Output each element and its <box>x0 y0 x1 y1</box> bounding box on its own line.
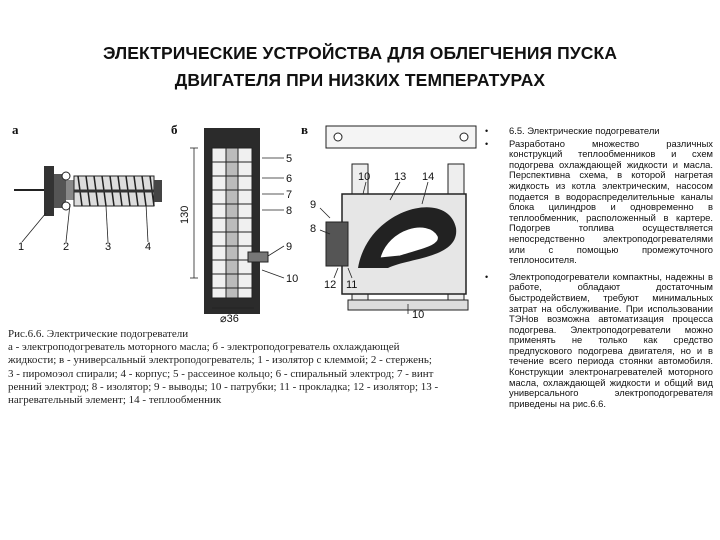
coolant-heater-drawing <box>179 128 298 325</box>
bullet-paragraph-1: • Разработано множество различных конструкций теплообменников и схем подогрева охлаждающей жидкости и масла. Перспективна схема, в которой нагретая жидкость из котла электрическим, насосом подается в водораспределительные каналы блока цилиндров и одновременно в теплообменник, расположенный в картере. Подогрев топлива осуществляется непосредственно электроподогревателями или с помощью промежуточного теплоносителя. <box>483 139 713 266</box>
label-a-3: 3 <box>105 241 112 253</box>
bullet-paragraph-2: • Электроподогреватели компактны, надежны в работе, обладают достаточным быстродействием, требуют минимальных затрат на обслуживание. При использовании ТЭНов возможна автоматизация процесса подогрева. Электроподогреватели можно применять не только как средство предпускового подогрева двигателя, но и в течение всего периода стоянки автомобиля. Конструкции электронагревателей моторного масла, охлаждающей жидкости и общий вид универсального электроподогревателя приведены на рис.6.6. <box>483 272 713 410</box>
panel-b-letter: б <box>171 122 178 137</box>
label-b-5: 5 <box>286 153 293 165</box>
dim-diameter: ⌀36 <box>220 313 239 325</box>
label-v-14: 14 <box>422 171 435 183</box>
caption-line-3: жидкости; в - универсальный электроподогреватель; 1 - изолятор с клеммой; 2 - стержень; <box>8 354 432 367</box>
caption-line-4: 3 - пиромоэол спирали; 4 - корпус; 5 - рассеиное кольцо; 6 - спиральный электрод; 7 - винт <box>8 367 434 380</box>
label-a-4: 4 <box>145 241 152 253</box>
bullet-list <box>483 126 713 411</box>
oil-heater-drawing <box>14 166 162 253</box>
panel-a-letter: а <box>12 122 19 137</box>
label-b-8: 8 <box>286 205 293 217</box>
dim-height: 130 <box>179 205 191 224</box>
label-v-10: 10 <box>358 171 371 183</box>
bullet-heading: • 6.5. Электрические подогреватели <box>483 126 713 137</box>
label-v-13: 13 <box>394 171 407 183</box>
title-line-1: ЭЛЕКТРИЧЕСКИЕ УСТРОЙСТВА ДЛЯ ОБЛЕГЧЕНИЯ ПУСКА <box>102 43 618 63</box>
slide-title <box>40 40 680 94</box>
label-b-6: 6 <box>286 173 293 185</box>
label-b-10: 10 <box>286 273 299 285</box>
label-a-1: 1 <box>18 241 25 253</box>
label-v-12: 12 <box>324 279 337 291</box>
universal-heater-drawing <box>310 126 476 321</box>
caption-line-1: Рис.6.6. Электрические подогреватели <box>8 328 189 340</box>
label-v-10-bottom: 10 <box>412 309 425 321</box>
figure-caption <box>8 326 478 407</box>
label-b-7: 7 <box>286 189 293 201</box>
caption-line-2: а - электроподогреватель моторного масла; б - электроподогреватель охлаждающей <box>8 341 400 354</box>
panel-v-letter: в <box>301 122 309 137</box>
label-b-9: 9 <box>286 241 293 253</box>
label-v-9: 9 <box>310 199 317 211</box>
title-line-2: ДВИГАТЕЛЯ ПРИ НИЗКИХ ТЕМПЕРАТУРАХ <box>174 70 546 90</box>
label-a-2: 2 <box>63 241 70 253</box>
label-v-8: 8 <box>310 223 317 235</box>
caption-line-6: нагревательный элемент; 14 - теплообменник <box>8 394 222 407</box>
label-v-11: 11 <box>346 279 358 291</box>
caption-line-5: ренний электрод; 8 - изолятор; 9 - выводы; 10 - патрубки; 11 - прокладка; 12 - изолятор; 13 - <box>8 380 439 393</box>
